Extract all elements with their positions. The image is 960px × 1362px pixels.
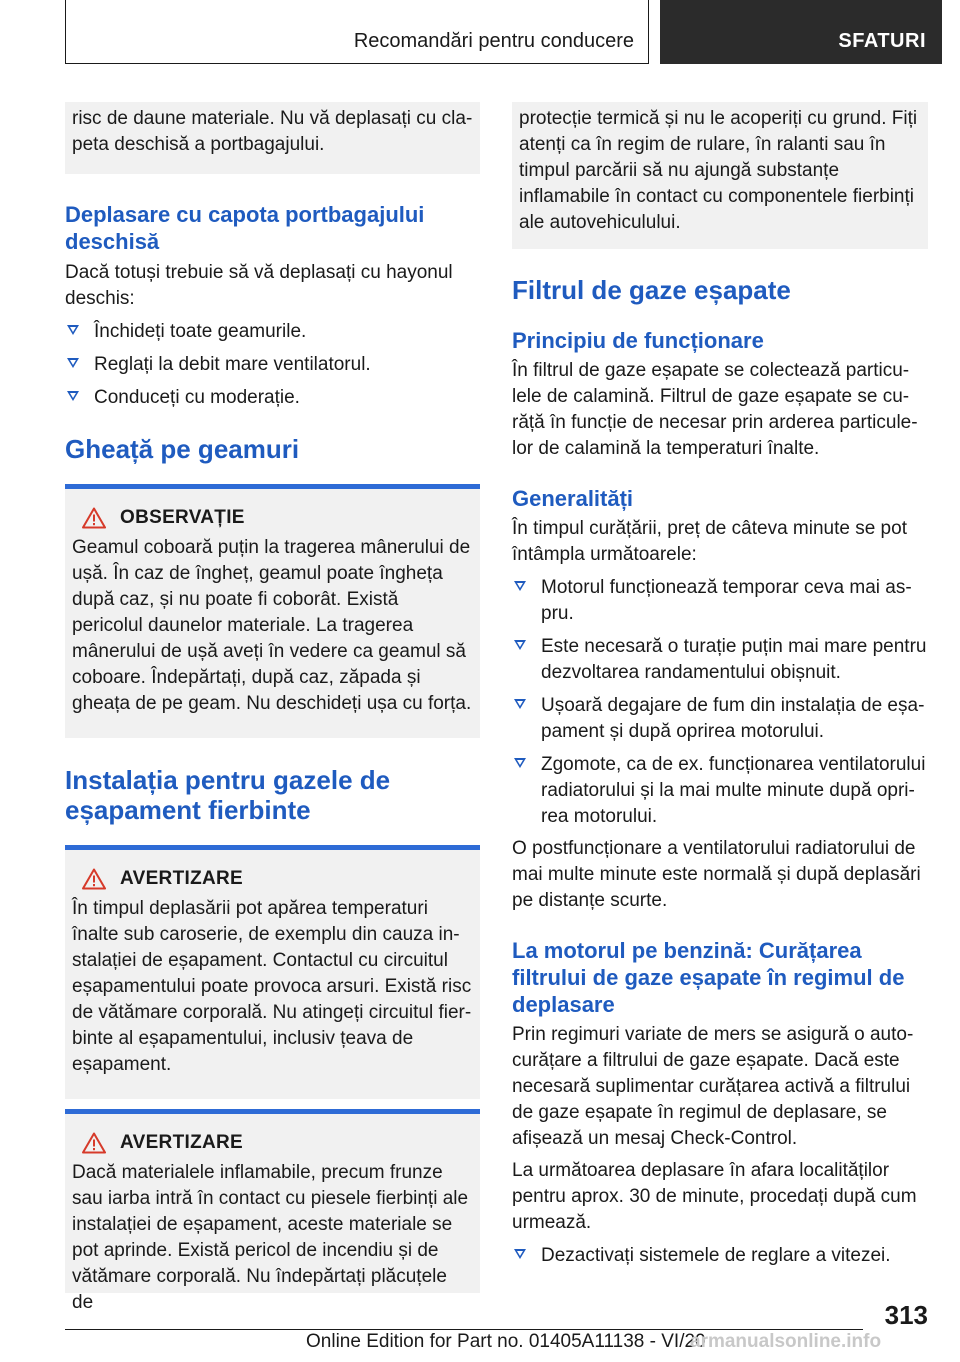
list-item: Conduceți cu moderație. xyxy=(65,385,480,411)
warning-title: AVERTIZARE xyxy=(120,1132,243,1153)
list-item: Dezactivați sistemele de reglare a vitezei. xyxy=(512,1243,928,1269)
notice-box xyxy=(65,484,480,738)
continued-warning-text: protecție termică și nu le acoperiți cu grund. Fiți atenți ca în regim de rulare, în ralanti sau în timpul parcării să nu ajungă substanțe inflamabile în contact cu componentele fierbinți ale autovehiculului. xyxy=(519,108,918,233)
warning-text: Dacă materialele inflamabile, precum frunze sau iarba intră în contact cu piesele fierbinți ale instalației de eșapament, aceste materiale se pot aprinde. Există pericol de incendiu și de vătămare corporală. Nu îndepărtați plăcuțele de xyxy=(72,1162,469,1313)
notice-header xyxy=(72,507,473,529)
right-column xyxy=(512,102,928,1269)
header-section-title: Recomandări pentru conducere xyxy=(353,30,634,52)
general-list xyxy=(512,575,928,830)
bullet-triangle-icon xyxy=(67,391,79,401)
warning-triangle-icon xyxy=(82,868,106,890)
warning-box-1 xyxy=(65,845,480,1099)
list-item: Este necesară o turație puțin mai mare pentru dezvoltarea randamentului obișnuit. xyxy=(512,634,928,686)
continued-notice-box xyxy=(65,102,480,174)
continued-warning-box xyxy=(512,102,928,249)
notice-text: Geamul coboară puțin la tragerea mânerului de ușă. În caz de îngheț, geamul poate îngheța după caz, și nu poate fi coborât. Există pericolul daunelor materiale. La tragerea mânerului de ușă aveți în vedere ca geamul să coboare. Îndepărtați, după caz, zăpada și gheața de pe geam. Nu deschideți ușa cu forța. xyxy=(72,537,472,714)
petrol-cleaning-text-1: Prin regimuri variate de mers se asigură o autocurățare a filtrului de gaze eșapate. Dacă este necesară suplimentar curățarea activă a filtrului de gaze eșapate în regimul de deplasare, se afișează un mesaj Check-Control. xyxy=(512,1024,914,1149)
list-item: Reglați la debit mare ventilatorul. xyxy=(65,352,480,378)
bullet-triangle-icon xyxy=(514,758,526,768)
warning-header xyxy=(72,1132,473,1154)
warning-header xyxy=(72,868,473,890)
heading-petrol-cleaning: La motorul pe benzină: Curățarea filtrului de gaze eșapate în regimul de deplasare xyxy=(512,938,905,1017)
heading-exhaust-filter: Filtrul de gaze eșapate xyxy=(512,275,791,305)
heading-ice-on-windows: Gheață pe geamuri xyxy=(65,434,300,464)
bullet-triangle-icon xyxy=(514,699,526,709)
heading-working-principle: Principiu de funcționare xyxy=(512,328,764,353)
petrol-cleaning-list xyxy=(512,1243,928,1269)
heading-hot-exhaust: Instalația pentru gazele de eșapament fierbinte xyxy=(65,765,391,825)
open-trunk-list xyxy=(65,319,480,411)
list-item: Motorul funcționează temporar ceva mai aspru. xyxy=(512,575,928,627)
heading-general: Generalități xyxy=(512,486,634,511)
bullet-triangle-icon xyxy=(67,325,79,335)
header-section-box xyxy=(65,0,649,64)
heading-open-trunk: Deplasare cu capota portbagajului deschisă xyxy=(65,202,425,254)
header-chapter-title: SFATURI xyxy=(838,30,926,52)
left-column xyxy=(65,102,480,1313)
list-item: Zgomote, ca de ex. funcționarea ventilatorului radiatorului și la mai multe minute după oprirea motorului. xyxy=(512,752,928,830)
working-principle-text: În filtrul de gaze eșapate se colectează particulele de calamină. Filtrul de gaze eșapate se curăță în funcție de necesar prin arderea particulelor de calamină la temperaturi înalte. xyxy=(512,360,918,459)
warning-text: În timpul deplasării pot apărea temperaturi înalte sub caroserie, de exemplu din cauza instalației de eșapament. Contactul cu circuitul eșapamentului poate provoca arsuri. Există risc de vătămare corporală. Nu atingeți circuitul fierbinte al eșapamentului, inclusiv țeava de eșapament. xyxy=(72,898,472,1075)
warning-title: AVERTIZARE xyxy=(120,868,243,889)
bullet-triangle-icon xyxy=(514,640,526,650)
continued-notice-text: risc de daune materiale. Nu vă deplasați cu clapeta deschisă a portbagajului. xyxy=(72,108,473,155)
bullet-triangle-icon xyxy=(514,581,526,591)
after-run-text: O postfuncționare a ventilatorului radiatorului de mai multe minute este normală și după deplasări pe distanțe scurte. xyxy=(512,838,921,911)
general-intro: În timpul curățării, preț de câteva minute se pot întâmpla următoarele: xyxy=(512,518,907,565)
page-number: 313 xyxy=(884,1300,928,1330)
bullet-triangle-icon xyxy=(67,358,79,368)
petrol-cleaning-text-2: La următoarea deplasare în afara localităților pentru aprox. 30 de minute, procedați după cum urmează. xyxy=(512,1160,917,1233)
footer-watermark: armanualsonline.info xyxy=(690,1331,882,1352)
footer-rule xyxy=(65,1329,863,1330)
footer-edition: Online Edition for Part no. 01405A11138 - VI/20 xyxy=(306,1331,706,1352)
list-item: Ușoară degajare de fum din instalația de eșapament și după oprirea motorului. xyxy=(512,693,928,745)
warning-box-2 xyxy=(65,1109,480,1313)
header-chapter-tab xyxy=(660,0,942,64)
notice-title: OBSERVAȚIE xyxy=(120,507,245,528)
bullet-triangle-icon xyxy=(514,1249,526,1259)
warning-triangle-icon xyxy=(82,507,106,529)
open-trunk-intro: Dacă totuși trebuie să vă deplasați cu hayonul deschis: xyxy=(65,262,453,309)
warning-triangle-icon xyxy=(82,1132,106,1154)
list-item: Închideți toate geamurile. xyxy=(65,319,480,345)
